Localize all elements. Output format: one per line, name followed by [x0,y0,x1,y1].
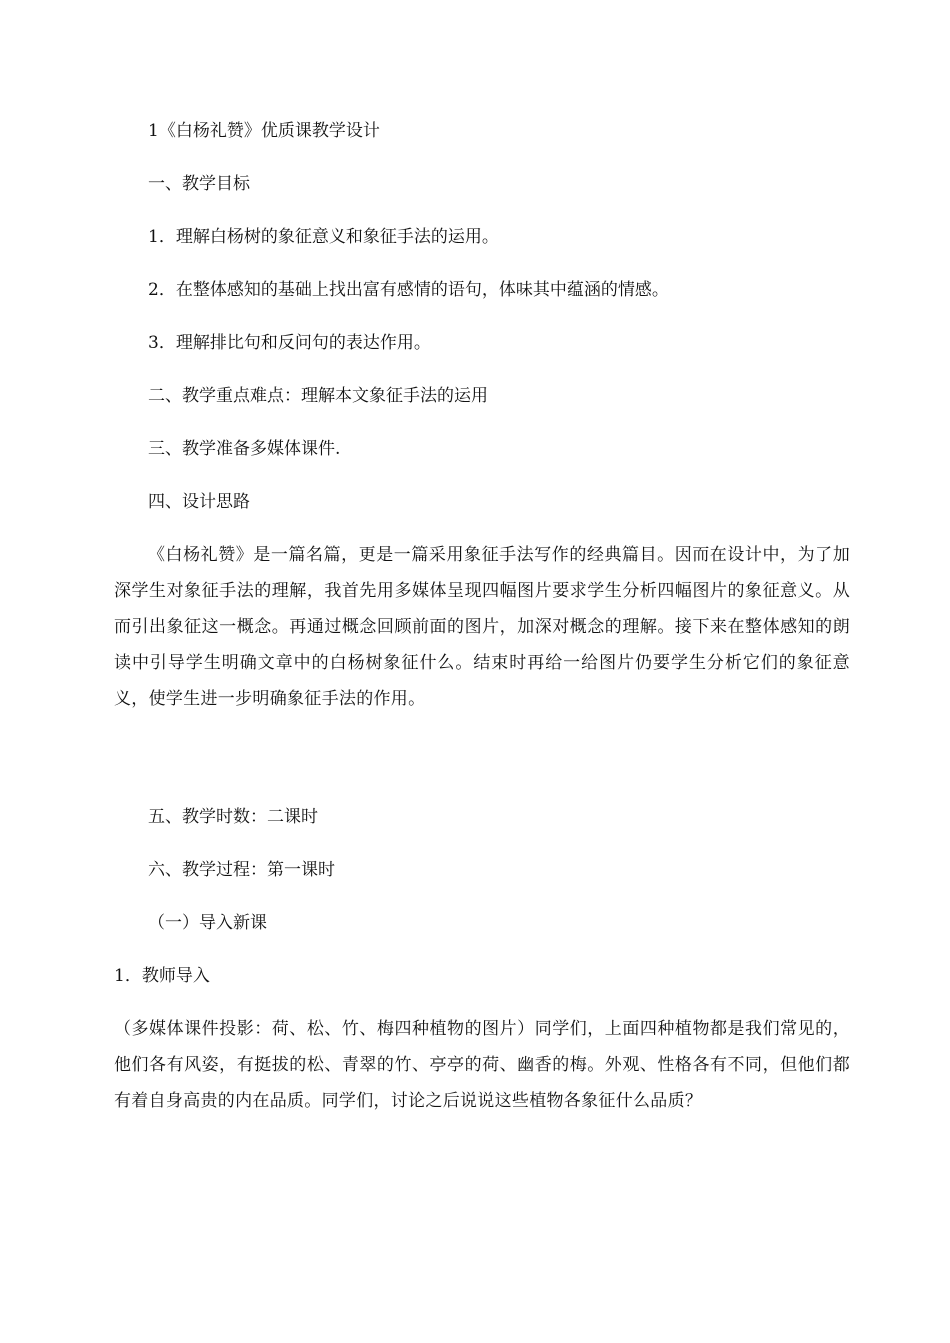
design-paragraph: 《白杨礼赞》是一篇名篇，更是一篇采用象征手法写作的经典篇目。因而在设计中，为了加深学生对象征手法的理解，我首先用多媒体呈现四幅图片要求学生分析四幅图片的象征意义。从而引出象征这一概念。再通过概念回顾前面的图片，加深对概念的理解。接下来在整体感知的朗读中引导学生明确文章中的白杨树象征什么。结束时再给一给图片仍要学生分析它们的象征意义，使学生进一步明确象征手法的作用。 [114,545,850,709]
goal-item-1: 1．理解白杨树的象征意义和象征手法的运用。 [148,227,499,247]
subsection-heading-intro: （一）导入新课 [148,913,267,933]
goal-item-3: 3．理解排比句和反问句的表达作用。 [148,333,431,353]
section-heading-design: 四、设计思路 [148,492,250,512]
section-heading-process: 六、教学过程：第一课时 [148,860,335,880]
section-heading-preparation: 三、教学准备多媒体课件. [148,439,341,459]
section-heading-goals: 一、教学目标 [148,174,250,194]
intro-paragraph: （多媒体课件投影：荷、松、竹、梅四种植物的图片）同学们，上面四种植物都是我们常见的，他们各有风姿，有挺拔的松、青翠的竹、亭亭的荷、幽香的梅。外观、性格各有不同，但他们都有着自身高贵的内在品质。同学们，讨论之后说说这些植物各象征什么品质？ [114,1019,850,1111]
document-title: 1《白杨礼赞》优质课教学设计 [148,121,380,141]
step-heading-teacher-intro: 1．教师导入 [114,966,210,986]
goal-item-2: 2．在整体感知的基础上找出富有感情的语句，体味其中蕴涵的情感。 [148,280,669,300]
section-heading-key-points: 二、教学重点难点：理解本文象征手法的运用 [148,386,488,406]
section-heading-duration: 五、教学时数：二课时 [148,807,318,827]
